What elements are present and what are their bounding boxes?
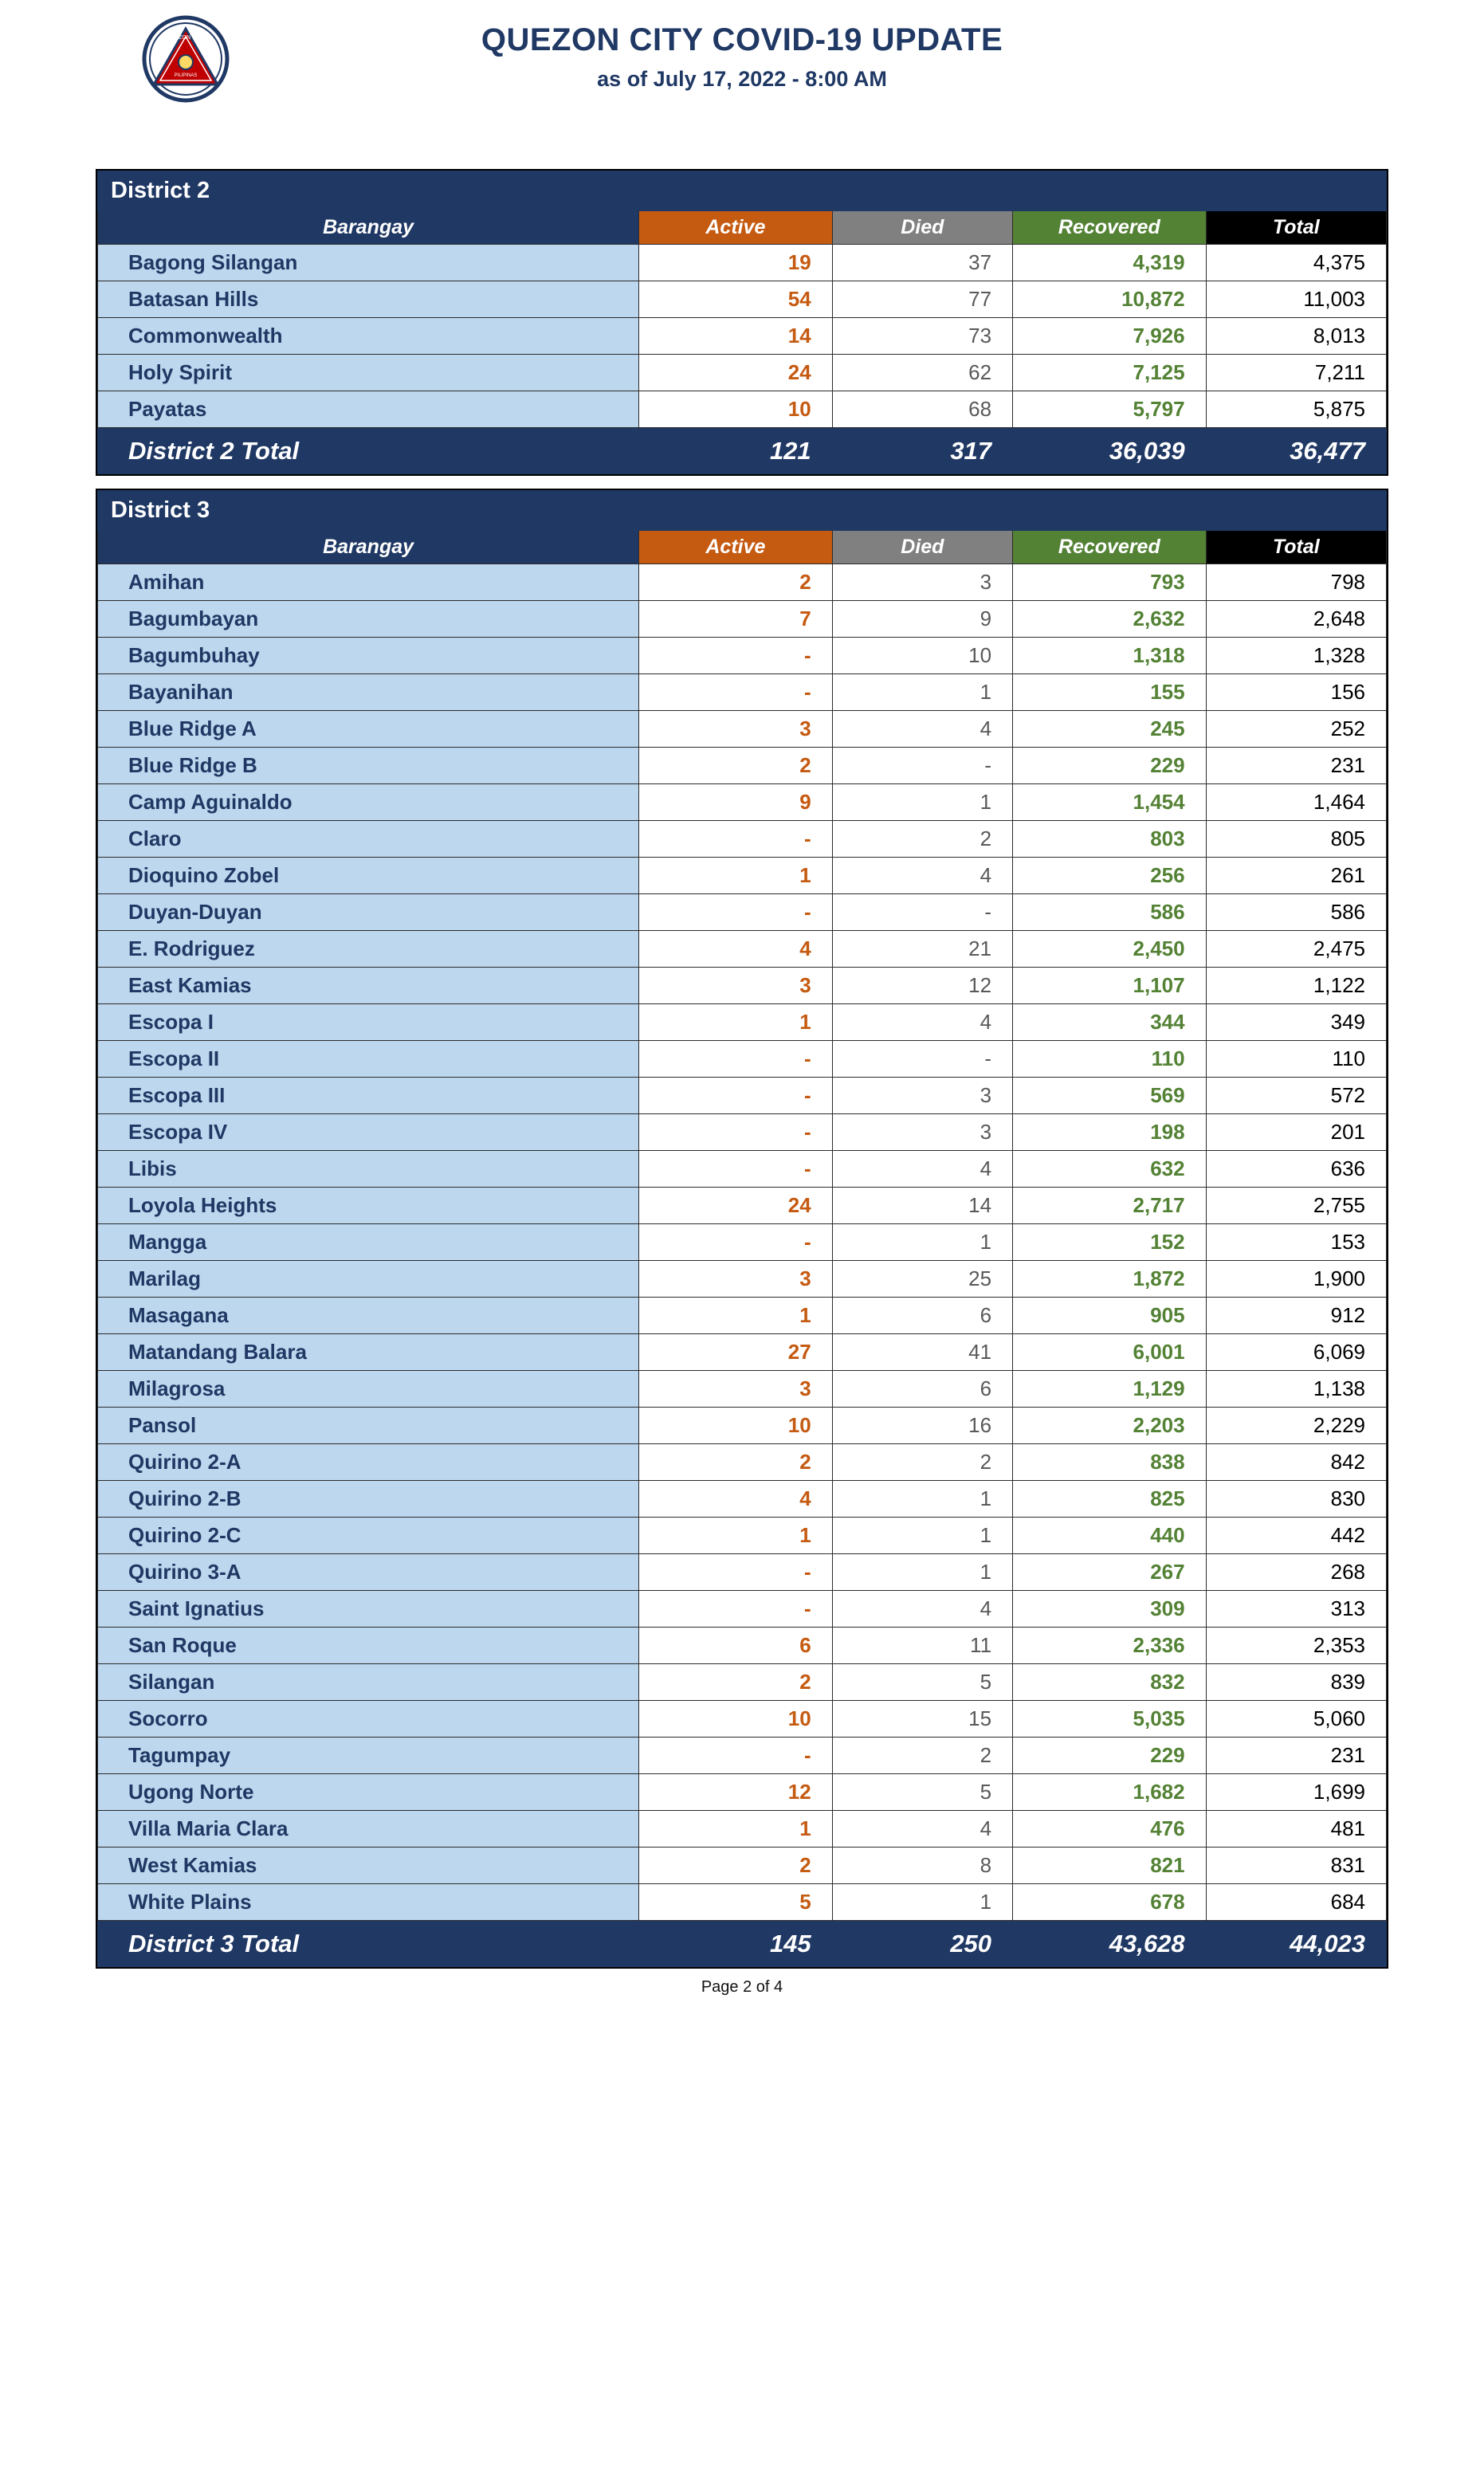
table-row (98, 1114, 1387, 1151)
cell-died: - (832, 1041, 1012, 1078)
table-row (98, 1701, 1387, 1738)
district-title: District 3 (98, 491, 1387, 531)
cell-total: 2,648 (1206, 601, 1386, 638)
table-row (98, 1774, 1387, 1811)
table-row (98, 1444, 1387, 1481)
table-row (98, 894, 1387, 931)
cell-died: - (832, 894, 1012, 931)
table-row (98, 1848, 1387, 1884)
cell-died: 3 (832, 1114, 1012, 1151)
cell-barangay: Libis (98, 1151, 639, 1188)
table-row (98, 564, 1387, 601)
cell-died: 12 (832, 968, 1012, 1004)
cell-active: 2 (639, 1664, 833, 1701)
cell-barangay: White Plains (98, 1884, 639, 1921)
cell-barangay: Marilag (98, 1261, 639, 1298)
cell-recovered: 2,717 (1013, 1188, 1207, 1224)
cell-recovered: 905 (1013, 1298, 1207, 1334)
cell-recovered: 821 (1013, 1848, 1207, 1884)
cell-recovered: 2,203 (1013, 1408, 1207, 1444)
table-row (98, 1371, 1387, 1408)
cell-active: 24 (639, 1188, 833, 1224)
cell-recovered: 678 (1013, 1884, 1207, 1921)
table-row (98, 821, 1387, 858)
cell-died: 15 (832, 1701, 1012, 1738)
district-total-total: 36,477 (1206, 428, 1386, 474)
table-row (98, 1224, 1387, 1261)
cell-active: - (639, 1041, 833, 1078)
table-row (98, 1664, 1387, 1701)
cell-died: 4 (832, 858, 1012, 894)
cell-recovered: 569 (1013, 1078, 1207, 1114)
cell-died: 77 (832, 281, 1012, 318)
cell-died: 11 (832, 1628, 1012, 1664)
table-row (98, 1884, 1387, 1921)
cell-total: 2,229 (1206, 1408, 1386, 1444)
cell-died: - (832, 748, 1012, 784)
cell-recovered: 267 (1013, 1554, 1207, 1591)
cell-recovered: 256 (1013, 858, 1207, 894)
cell-active: - (639, 638, 833, 674)
svg-text:PILIPINAS: PILIPINAS (174, 73, 198, 78)
table-row (98, 1151, 1387, 1188)
cell-died: 21 (832, 931, 1012, 968)
svg-text:QUEZON CITY: QUEZON CITY (167, 35, 205, 41)
table-row (98, 318, 1387, 355)
cell-total: 1,699 (1206, 1774, 1386, 1811)
cell-died: 2 (832, 1444, 1012, 1481)
cell-died: 2 (832, 821, 1012, 858)
cell-barangay: Escopa II (98, 1041, 639, 1078)
cell-recovered: 1,872 (1013, 1261, 1207, 1298)
district-table (97, 171, 1387, 474)
cell-total: 268 (1206, 1554, 1386, 1591)
cell-total: 8,013 (1206, 318, 1386, 355)
cell-total: 231 (1206, 748, 1386, 784)
cell-recovered: 245 (1013, 711, 1207, 748)
cell-died: 3 (832, 1078, 1012, 1114)
cell-active: 1 (639, 1811, 833, 1848)
cell-total: 2,353 (1206, 1628, 1386, 1664)
column-header-recovered: Recovered (1013, 531, 1207, 564)
cell-total: 1,328 (1206, 638, 1386, 674)
cell-active: 3 (639, 1261, 833, 1298)
cell-recovered: 476 (1013, 1811, 1207, 1848)
cell-active: - (639, 1224, 833, 1261)
cell-died: 37 (832, 245, 1012, 281)
cell-barangay: Payatas (98, 391, 639, 428)
cell-total: 261 (1206, 858, 1386, 894)
table-row (98, 1811, 1387, 1848)
cell-active: 7 (639, 601, 833, 638)
cell-recovered: 838 (1013, 1444, 1207, 1481)
cell-barangay: Quirino 2-C (98, 1518, 639, 1554)
cell-died: 9 (832, 601, 1012, 638)
cell-barangay: Batasan Hills (98, 281, 639, 318)
page-footer: Page 2 of 4 (701, 1978, 783, 1996)
cell-total: 684 (1206, 1884, 1386, 1921)
cell-recovered: 152 (1013, 1224, 1207, 1261)
table-row (98, 1481, 1387, 1518)
cell-died: 1 (832, 1481, 1012, 1518)
cell-barangay: Dioquino Zobel (98, 858, 639, 894)
cell-recovered: 2,632 (1013, 601, 1207, 638)
cell-active: 1 (639, 1298, 833, 1334)
district-block (96, 489, 1388, 1969)
cell-died: 1 (832, 784, 1012, 821)
table-row (98, 601, 1387, 638)
column-header-active: Active (639, 531, 833, 564)
cell-total: 2,475 (1206, 931, 1386, 968)
quezon-city-seal-icon (128, 13, 244, 108)
cell-died: 4 (832, 1811, 1012, 1848)
cell-barangay: Escopa IV (98, 1114, 639, 1151)
cell-total: 572 (1206, 1078, 1386, 1114)
cell-active: 5 (639, 1884, 833, 1921)
cell-barangay: Escopa I (98, 1004, 639, 1041)
cell-barangay: Tagumpay (98, 1738, 639, 1774)
cell-barangay: West Kamias (98, 1848, 639, 1884)
cell-barangay: Mangga (98, 1224, 639, 1261)
cell-barangay: Ugong Norte (98, 1774, 639, 1811)
table-row (98, 1554, 1387, 1591)
cell-died: 3 (832, 564, 1012, 601)
cell-barangay: Socorro (98, 1701, 639, 1738)
cell-recovered: 793 (1013, 564, 1207, 601)
cell-active: - (639, 1554, 833, 1591)
cell-barangay: Masagana (98, 1298, 639, 1334)
cell-recovered: 1,107 (1013, 968, 1207, 1004)
cell-total: 5,060 (1206, 1701, 1386, 1738)
cell-active: 10 (639, 391, 833, 428)
cell-recovered: 229 (1013, 748, 1207, 784)
cell-total: 252 (1206, 711, 1386, 748)
cell-active: - (639, 1738, 833, 1774)
cell-died: 4 (832, 1151, 1012, 1188)
table-row (98, 1628, 1387, 1664)
cell-barangay: Milagrosa (98, 1371, 639, 1408)
cell-died: 1 (832, 674, 1012, 711)
cell-barangay: Bagumbayan (98, 601, 639, 638)
cell-died: 6 (832, 1298, 1012, 1334)
table-row (98, 638, 1387, 674)
cell-active: 3 (639, 968, 833, 1004)
district-total-recovered: 43,628 (1013, 1921, 1207, 1967)
cell-died: 68 (832, 391, 1012, 428)
cell-died: 41 (832, 1334, 1012, 1371)
district-total-recovered: 36,039 (1013, 428, 1207, 474)
cell-recovered: 309 (1013, 1591, 1207, 1628)
cell-died: 16 (832, 1408, 1012, 1444)
table-row (98, 711, 1387, 748)
cell-active: - (639, 1151, 833, 1188)
table-row (98, 1591, 1387, 1628)
table-row (98, 968, 1387, 1004)
cell-total: 442 (1206, 1518, 1386, 1554)
cell-active: 2 (639, 748, 833, 784)
cell-recovered: 1,318 (1013, 638, 1207, 674)
table-row (98, 245, 1387, 281)
cell-barangay: Holy Spirit (98, 355, 639, 391)
district-total-active: 145 (639, 1921, 833, 1967)
table-row (98, 391, 1387, 428)
column-header-total: Total (1206, 531, 1386, 564)
table-row (98, 1298, 1387, 1334)
cell-total: 1,900 (1206, 1261, 1386, 1298)
cell-recovered: 10,872 (1013, 281, 1207, 318)
cell-total: 4,375 (1206, 245, 1386, 281)
page-header (96, 0, 1388, 156)
cell-total: 1,138 (1206, 1371, 1386, 1408)
cell-active: - (639, 1114, 833, 1151)
district-total-label: District 3 Total (98, 1921, 639, 1967)
cell-recovered: 7,926 (1013, 318, 1207, 355)
cell-recovered: 632 (1013, 1151, 1207, 1188)
column-header-barangay: Barangay (98, 211, 639, 245)
table-row (98, 355, 1387, 391)
cell-recovered: 4,319 (1013, 245, 1207, 281)
district-total-row (98, 1921, 1387, 1967)
cell-total: 1,464 (1206, 784, 1386, 821)
cell-barangay: Amihan (98, 564, 639, 601)
cell-died: 1 (832, 1884, 1012, 1921)
cell-active: 4 (639, 931, 833, 968)
cell-active: 19 (639, 245, 833, 281)
cell-active: 10 (639, 1408, 833, 1444)
cell-barangay: E. Rodriguez (98, 931, 639, 968)
cell-active: 14 (639, 318, 833, 355)
cell-total: 11,003 (1206, 281, 1386, 318)
cell-barangay: Quirino 2-B (98, 1481, 639, 1518)
cell-barangay: Silangan (98, 1664, 639, 1701)
cell-died: 8 (832, 1848, 1012, 1884)
table-row (98, 1261, 1387, 1298)
table-row (98, 858, 1387, 894)
cell-barangay: San Roque (98, 1628, 639, 1664)
cell-total: 156 (1206, 674, 1386, 711)
cell-recovered: 832 (1013, 1664, 1207, 1701)
cell-active: 1 (639, 1518, 833, 1554)
cell-barangay: Blue Ridge A (98, 711, 639, 748)
cell-total: 912 (1206, 1298, 1386, 1334)
cell-barangay: Bayanihan (98, 674, 639, 711)
cell-active: 3 (639, 711, 833, 748)
cell-died: 6 (832, 1371, 1012, 1408)
cell-barangay: Quirino 3-A (98, 1554, 639, 1591)
cell-died: 5 (832, 1664, 1012, 1701)
cell-active: 6 (639, 1628, 833, 1664)
cell-active: - (639, 894, 833, 931)
table-row (98, 1334, 1387, 1371)
cell-total: 153 (1206, 1224, 1386, 1261)
cell-barangay: Matandang Balara (98, 1334, 639, 1371)
cell-total: 586 (1206, 894, 1386, 931)
column-header-barangay: Barangay (98, 531, 639, 564)
cell-total: 110 (1206, 1041, 1386, 1078)
cell-recovered: 155 (1013, 674, 1207, 711)
cell-total: 7,211 (1206, 355, 1386, 391)
page-subtitle: as of July 17, 2022 - 8:00 AM (597, 67, 887, 91)
district-table (97, 490, 1387, 1967)
table-row (98, 1078, 1387, 1114)
cell-barangay: Claro (98, 821, 639, 858)
column-header-active: Active (639, 211, 833, 245)
table-row (98, 784, 1387, 821)
page-title: QUEZON CITY COVID-19 UPDATE (481, 22, 1003, 57)
cell-total: 201 (1206, 1114, 1386, 1151)
column-header-total: Total (1206, 211, 1386, 245)
cell-recovered: 825 (1013, 1481, 1207, 1518)
cell-barangay: Quirino 2-A (98, 1444, 639, 1481)
cell-total: 798 (1206, 564, 1386, 601)
cell-active: 3 (639, 1371, 833, 1408)
cell-died: 14 (832, 1188, 1012, 1224)
cell-recovered: 586 (1013, 894, 1207, 931)
cell-active: 4 (639, 1481, 833, 1518)
cell-total: 6,069 (1206, 1334, 1386, 1371)
cell-died: 5 (832, 1774, 1012, 1811)
cell-recovered: 7,125 (1013, 355, 1207, 391)
cell-active: 2 (639, 1444, 833, 1481)
cell-died: 4 (832, 1004, 1012, 1041)
table-row (98, 674, 1387, 711)
district-total-label: District 2 Total (98, 428, 639, 474)
cell-died: 4 (832, 1591, 1012, 1628)
cell-active: - (639, 674, 833, 711)
cell-active: - (639, 1078, 833, 1114)
district-total-total: 44,023 (1206, 1921, 1386, 1967)
cell-barangay: Escopa III (98, 1078, 639, 1114)
cell-recovered: 1,454 (1013, 784, 1207, 821)
cell-total: 805 (1206, 821, 1386, 858)
cell-barangay: Bagumbuhay (98, 638, 639, 674)
cell-died: 1 (832, 1554, 1012, 1591)
cell-recovered: 1,682 (1013, 1774, 1207, 1811)
cell-barangay: Duyan-Duyan (98, 894, 639, 931)
cell-total: 5,875 (1206, 391, 1386, 428)
cell-barangay: Bagong Silangan (98, 245, 639, 281)
district-tables (96, 169, 1388, 1969)
cell-total: 481 (1206, 1811, 1386, 1848)
cell-active: 27 (639, 1334, 833, 1371)
cell-active: - (639, 821, 833, 858)
column-header-recovered: Recovered (1013, 211, 1207, 245)
cell-recovered: 229 (1013, 1738, 1207, 1774)
cell-total: 313 (1206, 1591, 1386, 1628)
cell-barangay: East Kamias (98, 968, 639, 1004)
cell-barangay: Camp Aguinaldo (98, 784, 639, 821)
cell-total: 2,755 (1206, 1188, 1386, 1224)
cell-recovered: 6,001 (1013, 1334, 1207, 1371)
cell-died: 1 (832, 1224, 1012, 1261)
table-row (98, 1408, 1387, 1444)
cell-active: 1 (639, 858, 833, 894)
cell-recovered: 2,336 (1013, 1628, 1207, 1664)
cell-active: 1 (639, 1004, 833, 1041)
table-row (98, 1041, 1387, 1078)
cell-died: 1 (832, 1518, 1012, 1554)
table-row (98, 1004, 1387, 1041)
cell-recovered: 440 (1013, 1518, 1207, 1554)
cell-active: 2 (639, 1848, 833, 1884)
cell-recovered: 803 (1013, 821, 1207, 858)
district-total-died: 250 (832, 1921, 1012, 1967)
cell-died: 62 (832, 355, 1012, 391)
table-row (98, 1188, 1387, 1224)
cell-total: 831 (1206, 1848, 1386, 1884)
cell-recovered: 198 (1013, 1114, 1207, 1151)
cell-active: 2 (639, 564, 833, 601)
cell-total: 830 (1206, 1481, 1386, 1518)
cell-barangay: Commonwealth (98, 318, 639, 355)
cell-barangay: Saint Ignatius (98, 1591, 639, 1628)
column-header-died: Died (832, 531, 1012, 564)
cell-died: 10 (832, 638, 1012, 674)
table-row (98, 1738, 1387, 1774)
cell-barangay: Villa Maria Clara (98, 1811, 639, 1848)
cell-total: 1,122 (1206, 968, 1386, 1004)
cell-recovered: 344 (1013, 1004, 1207, 1041)
cell-total: 349 (1206, 1004, 1386, 1041)
cell-recovered: 110 (1013, 1041, 1207, 1078)
district-total-died: 317 (832, 428, 1012, 474)
column-header-died: Died (832, 211, 1012, 245)
table-row (98, 281, 1387, 318)
cell-died: 4 (832, 711, 1012, 748)
cell-recovered: 2,450 (1013, 931, 1207, 968)
cell-total: 636 (1206, 1151, 1386, 1188)
table-row (98, 1518, 1387, 1554)
cell-active: - (639, 1591, 833, 1628)
table-row (98, 748, 1387, 784)
cell-total: 842 (1206, 1444, 1386, 1481)
cell-died: 73 (832, 318, 1012, 355)
cell-barangay: Pansol (98, 1408, 639, 1444)
cell-died: 25 (832, 1261, 1012, 1298)
cell-total: 231 (1206, 1738, 1386, 1774)
district-title: District 2 (98, 171, 1387, 211)
cell-active: 24 (639, 355, 833, 391)
district-block (96, 169, 1388, 476)
cell-active: 54 (639, 281, 833, 318)
cell-recovered: 1,129 (1013, 1371, 1207, 1408)
cell-active: 12 (639, 1774, 833, 1811)
cell-barangay: Loyola Heights (98, 1188, 639, 1224)
cell-active: 9 (639, 784, 833, 821)
district-total-row (98, 428, 1387, 474)
table-row (98, 931, 1387, 968)
district-total-active: 121 (639, 428, 833, 474)
cell-barangay: Blue Ridge B (98, 748, 639, 784)
cell-total: 839 (1206, 1664, 1386, 1701)
cell-active: 10 (639, 1701, 833, 1738)
cell-recovered: 5,035 (1013, 1701, 1207, 1738)
cell-recovered: 5,797 (1013, 391, 1207, 428)
cell-died: 2 (832, 1738, 1012, 1774)
